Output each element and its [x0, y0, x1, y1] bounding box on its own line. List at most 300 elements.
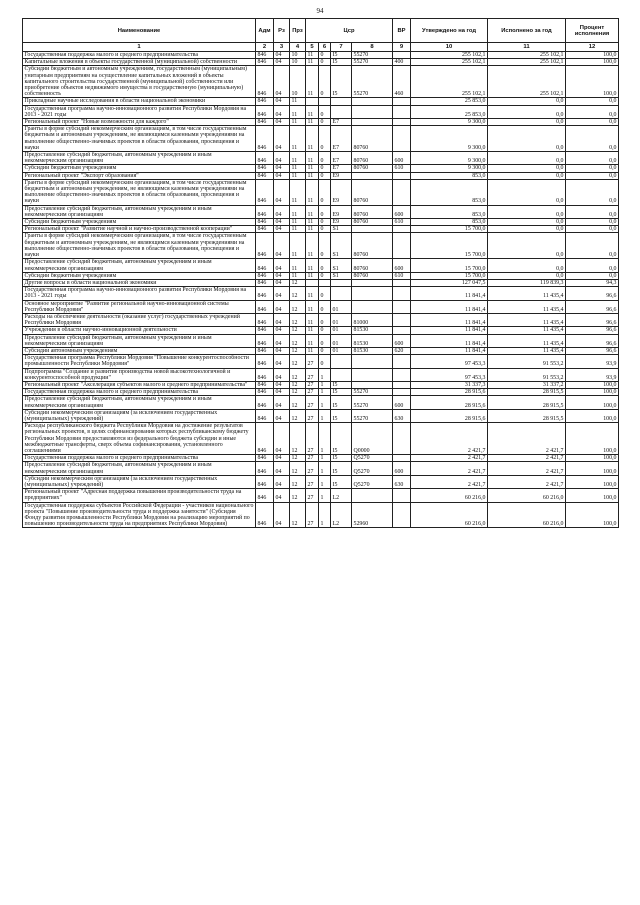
cell-csr-event: I5 [331, 381, 352, 388]
cell-csr-direction: 80760 [352, 233, 393, 259]
cell-executed: 255 102,1 [488, 66, 566, 98]
cell-executed: 11 435,4 [488, 313, 566, 326]
cell-csr-direction: 55270 [352, 396, 393, 409]
cell-name: Государственная поддержка малого и среднего предпринимательства [23, 389, 256, 396]
cell-prz: 12 [290, 327, 306, 334]
cell-csr-subprogram: 0 [319, 126, 331, 152]
cell-csr-subprogram [319, 279, 331, 286]
cell-percent: 100,0 [566, 52, 619, 59]
cell-csr-event: I5 [331, 423, 352, 455]
column-number: 5 [306, 43, 319, 52]
cell-percent: 0,0 [566, 98, 619, 105]
cell-csr-event [331, 279, 352, 286]
cell-prz: 11 [290, 219, 306, 226]
cell-prz: 12 [290, 381, 306, 388]
table-row [23, 502, 619, 528]
cell-vr [393, 279, 411, 286]
cell-adm: 846 [256, 347, 274, 354]
cell-percent: 100,0 [566, 475, 619, 488]
cell-approved: 11 841,4 [411, 327, 488, 334]
cell-csr-event: I5 [331, 59, 352, 66]
cell-csr-subprogram: 1 [319, 502, 331, 528]
cell-percent: 100,0 [566, 489, 619, 502]
cell-csr-direction: 81000 [352, 313, 393, 326]
cell-name: Гранты в форме субсидий некоммерческим организациям, в том числе государственным бюджетным и автономным учреждениям, не являющимся казенными учреждениями на выполнение общественно-значимых проектов в области образования, просвещения и науки [23, 126, 256, 152]
table-row [23, 59, 619, 66]
cell-adm: 846 [256, 98, 274, 105]
cell-percent: 0,0 [566, 165, 619, 172]
cell-rz: 04 [274, 52, 290, 59]
cell-csr-direction: 80760 [352, 219, 393, 226]
table-row [23, 355, 619, 368]
cell-adm: 846 [256, 355, 274, 368]
cell-csr-event: E9 [331, 179, 352, 205]
column-number-row [23, 43, 619, 52]
cell-rz: 04 [274, 423, 290, 455]
cell-csr-direction: 80760 [352, 259, 393, 272]
cell-csr-event: 01 [331, 347, 352, 354]
cell-prz: 12 [290, 355, 306, 368]
cell-vr [393, 287, 411, 300]
cell-rz: 04 [274, 300, 290, 313]
cell-vr: 620 [393, 347, 411, 354]
cell-csr-subprogram: 1 [319, 409, 331, 422]
cell-rz: 04 [274, 287, 290, 300]
cell-executed: 0,0 [488, 165, 566, 172]
cell-csr-event: E9 [331, 219, 352, 226]
cell-csr-event: I5 [331, 66, 352, 98]
header-prz: Прз [290, 19, 306, 43]
cell-csr-program: 11 [306, 52, 319, 59]
table-row [23, 98, 619, 105]
cell-csr-program: 11 [306, 205, 319, 218]
cell-csr-direction: 81530 [352, 327, 393, 334]
cell-adm: 846 [256, 105, 274, 118]
column-number: 10 [411, 43, 488, 52]
column-number: 1 [23, 43, 256, 52]
cell-prz: 12 [290, 279, 306, 286]
cell-executed: 0,0 [488, 172, 566, 179]
cell-vr [393, 455, 411, 462]
header-vr: ВР [393, 19, 411, 43]
cell-csr-program: 11 [306, 259, 319, 272]
cell-vr [393, 381, 411, 388]
cell-csr-program: 11 [306, 287, 319, 300]
cell-adm: 846 [256, 119, 274, 126]
cell-executed: 0,0 [488, 179, 566, 205]
cell-csr-event: 01 [331, 334, 352, 347]
table-row [23, 327, 619, 334]
cell-approved: 31 337,3 [411, 381, 488, 388]
column-number: 3 [274, 43, 290, 52]
cell-csr-program: 11 [306, 272, 319, 279]
cell-prz: 12 [290, 389, 306, 396]
cell-csr-direction: 81530 [352, 347, 393, 354]
cell-name: Расходы на обеспечение деятельности (оказание услуг) государственных учреждений Республики Мордовия [23, 313, 256, 326]
cell-rz: 04 [274, 279, 290, 286]
cell-approved: 853,0 [411, 205, 488, 218]
cell-prz: 11 [290, 119, 306, 126]
cell-adm: 846 [256, 287, 274, 300]
cell-csr-event: I5 [331, 52, 352, 59]
table-row [23, 52, 619, 59]
cell-vr: 460 [393, 66, 411, 98]
cell-rz: 04 [274, 272, 290, 279]
cell-approved: 11 841,4 [411, 287, 488, 300]
cell-csr-subprogram: 1 [319, 381, 331, 388]
cell-approved: 28 915,6 [411, 409, 488, 422]
header-rz: Рз [274, 19, 290, 43]
cell-csr-direction: 80760 [352, 272, 393, 279]
cell-approved: 28 915,6 [411, 396, 488, 409]
cell-adm: 846 [256, 219, 274, 226]
cell-percent: 96,6 [566, 327, 619, 334]
cell-vr: 600 [393, 259, 411, 272]
cell-prz: 11 [290, 105, 306, 118]
cell-csr-event: 01 [331, 313, 352, 326]
cell-executed: 0,0 [488, 233, 566, 259]
cell-percent: 96,6 [566, 334, 619, 347]
cell-csr-direction [352, 279, 393, 286]
cell-vr: 400 [393, 59, 411, 66]
cell-percent: 0,0 [566, 126, 619, 152]
cell-rz: 04 [274, 119, 290, 126]
cell-csr-program: 11 [306, 327, 319, 334]
cell-executed: 0,0 [488, 205, 566, 218]
cell-name: Основное мероприятие "Развитие региональной научно-инновационной системы Республики Мордовия" [23, 300, 256, 313]
cell-csr-event: S1 [331, 226, 352, 233]
cell-prz: 12 [290, 502, 306, 528]
cell-csr-subprogram: 1 [319, 389, 331, 396]
cell-csr-program: 27 [306, 381, 319, 388]
cell-vr [393, 172, 411, 179]
cell-csr-program: 27 [306, 389, 319, 396]
cell-csr-subprogram: 0 [319, 52, 331, 59]
cell-csr-event: I5 [331, 396, 352, 409]
cell-rz: 04 [274, 502, 290, 528]
cell-csr-program: 27 [306, 489, 319, 502]
cell-csr-subprogram: 0 [319, 219, 331, 226]
cell-approved: 2 421,7 [411, 475, 488, 488]
cell-csr-subprogram: 0 [319, 355, 331, 368]
cell-csr-event: E7 [331, 165, 352, 172]
cell-vr [393, 327, 411, 334]
cell-csr-direction [352, 368, 393, 381]
cell-name: Гранты в форме субсидий некоммерческим организациям, в том числе государственным бюджетным и автономным учреждениям, не являющимся казенными учреждениями на выполнение общественно-значимых проектов в области образования, просвещения и науки [23, 233, 256, 259]
cell-approved: 9 300,0 [411, 126, 488, 152]
cell-rz: 04 [274, 233, 290, 259]
budget-execution-table [22, 18, 619, 528]
cell-csr-subprogram: 0 [319, 165, 331, 172]
cell-csr-event: S1 [331, 233, 352, 259]
cell-executed: 60 216,0 [488, 502, 566, 528]
cell-percent: 100,0 [566, 409, 619, 422]
cell-percent: 0,0 [566, 219, 619, 226]
cell-csr-program: 11 [306, 105, 319, 118]
cell-adm: 846 [256, 475, 274, 488]
cell-rz: 04 [274, 327, 290, 334]
cell-csr-program: 27 [306, 409, 319, 422]
cell-csr-subprogram: 0 [319, 327, 331, 334]
table-row [23, 259, 619, 272]
cell-rz: 04 [274, 381, 290, 388]
cell-name: Субсидии некоммерческим организациям (за исключением государственных (муниципальных) учреждений) [23, 409, 256, 422]
cell-rz: 04 [274, 105, 290, 118]
cell-vr [393, 233, 411, 259]
cell-csr-subprogram: 1 [319, 368, 331, 381]
cell-csr-subprogram: 0 [319, 313, 331, 326]
cell-csr-program: 11 [306, 226, 319, 233]
cell-name: Гранты в форме субсидий некоммерческим организациям, в том числе государственным бюджетным и автономным учреждениям, не являющимся казенными учреждениями на выполнение общественно-значимых проектов в области образования, просвещения и науки [23, 179, 256, 205]
cell-vr [393, 179, 411, 205]
cell-name: Расходы республиканского бюджета Республики Мордовия на достижение результатов региональных проектов, в целях софинансирования которых республиканскому бюджету Республики Мордовия предоставляются из федерального бюджета субсидии и иные межбюджетные трансферты, сверх объема софинансирования, установленного соглашениями [23, 423, 256, 455]
table-row [23, 455, 619, 462]
cell-prz: 11 [290, 98, 306, 105]
cell-percent: 100,0 [566, 462, 619, 475]
cell-csr-direction: Q5270 [352, 455, 393, 462]
cell-percent: 100,0 [566, 423, 619, 455]
cell-vr: 630 [393, 409, 411, 422]
cell-adm: 846 [256, 152, 274, 165]
cell-rz: 04 [274, 172, 290, 179]
cell-vr: 600 [393, 334, 411, 347]
cell-csr-direction: 80760 [352, 165, 393, 172]
cell-prz: 12 [290, 334, 306, 347]
table-row [23, 423, 619, 455]
cell-csr-event: I5 [331, 409, 352, 422]
cell-rz: 04 [274, 259, 290, 272]
cell-prz: 11 [290, 233, 306, 259]
cell-csr-direction: 55270 [352, 66, 393, 98]
cell-adm: 846 [256, 233, 274, 259]
table-row [23, 226, 619, 233]
cell-adm: 846 [256, 205, 274, 218]
cell-rz: 04 [274, 462, 290, 475]
cell-name: Государственная поддержка малого и среднего предпринимательства [23, 455, 256, 462]
table-row [23, 126, 619, 152]
cell-rz: 04 [274, 489, 290, 502]
cell-vr: 610 [393, 165, 411, 172]
cell-csr-program: 27 [306, 502, 319, 528]
table-row [23, 368, 619, 381]
cell-csr-subprogram: 0 [319, 66, 331, 98]
cell-approved: 11 841,4 [411, 334, 488, 347]
cell-vr [393, 226, 411, 233]
table-row [23, 389, 619, 396]
cell-csr-subprogram: 0 [319, 179, 331, 205]
cell-csr-event: I5 [331, 455, 352, 462]
cell-vr [393, 489, 411, 502]
cell-percent: 0,0 [566, 119, 619, 126]
cell-csr-direction: 80760 [352, 152, 393, 165]
cell-csr-subprogram: 0 [319, 205, 331, 218]
column-number: 12 [566, 43, 619, 52]
cell-csr-subprogram: 0 [319, 300, 331, 313]
cell-csr-program: 11 [306, 313, 319, 326]
cell-approved: 25 853,0 [411, 98, 488, 105]
cell-adm: 846 [256, 165, 274, 172]
cell-percent: 100,0 [566, 396, 619, 409]
cell-csr-subprogram: 0 [319, 226, 331, 233]
cell-rz: 04 [274, 455, 290, 462]
cell-csr-program: 27 [306, 368, 319, 381]
cell-executed: 11 435,4 [488, 300, 566, 313]
cell-csr-program: 11 [306, 347, 319, 354]
header-approved: Утверждено на год [411, 19, 488, 43]
cell-approved: 11 841,4 [411, 347, 488, 354]
cell-vr [393, 300, 411, 313]
table-header [23, 19, 619, 52]
cell-executed: 255 102,1 [488, 59, 566, 66]
cell-executed: 2 421,7 [488, 423, 566, 455]
cell-executed: 28 915,5 [488, 409, 566, 422]
cell-name: Предоставление субсидий бюджетным, автономным учреждениям и иным некоммерческим организациям [23, 152, 256, 165]
cell-prz: 12 [290, 455, 306, 462]
cell-percent: 96,6 [566, 287, 619, 300]
table-row [23, 119, 619, 126]
cell-vr [393, 423, 411, 455]
cell-approved: 853,0 [411, 179, 488, 205]
cell-name: Региональный проект "Экспорт образования" [23, 172, 256, 179]
column-number: 4 [290, 43, 306, 52]
cell-csr-direction: Q0000 [352, 423, 393, 455]
cell-percent: 0,0 [566, 233, 619, 259]
cell-approved: 853,0 [411, 172, 488, 179]
cell-csr-program: 27 [306, 475, 319, 488]
cell-adm: 846 [256, 126, 274, 152]
cell-approved: 9 300,0 [411, 165, 488, 172]
cell-prz: 10 [290, 52, 306, 59]
cell-percent: 0,0 [566, 226, 619, 233]
cell-percent: 96,6 [566, 347, 619, 354]
cell-approved: 9 300,0 [411, 152, 488, 165]
cell-approved: 9 300,0 [411, 119, 488, 126]
cell-prz: 11 [290, 172, 306, 179]
cell-executed: 0,0 [488, 119, 566, 126]
cell-executed: 11 435,4 [488, 287, 566, 300]
cell-csr-direction [352, 300, 393, 313]
cell-name: Предоставление субсидий бюджетным, автономным учреждениям и иным некоммерческим организациям [23, 334, 256, 347]
cell-csr-event: 01 [331, 300, 352, 313]
cell-csr-direction [352, 172, 393, 179]
cell-adm: 846 [256, 489, 274, 502]
table-row [23, 165, 619, 172]
cell-csr-event [331, 98, 352, 105]
cell-percent: 100,0 [566, 389, 619, 396]
cell-vr [393, 368, 411, 381]
cell-prz: 11 [290, 179, 306, 205]
cell-executed: 255 102,1 [488, 52, 566, 59]
cell-adm: 846 [256, 327, 274, 334]
cell-percent: 100,0 [566, 381, 619, 388]
column-number: 2 [256, 43, 274, 52]
cell-percent: 0,0 [566, 105, 619, 118]
cell-csr-subprogram: 0 [319, 119, 331, 126]
cell-rz: 04 [274, 66, 290, 98]
table-row [23, 462, 619, 475]
cell-adm: 846 [256, 179, 274, 205]
cell-csr-event: E9 [331, 172, 352, 179]
cell-csr-direction: Q5270 [352, 475, 393, 488]
cell-vr: 600 [393, 205, 411, 218]
cell-csr-subprogram: 0 [319, 259, 331, 272]
cell-csr-direction: 81530 [352, 334, 393, 347]
table-row [23, 396, 619, 409]
cell-percent: 100,0 [566, 66, 619, 98]
cell-name: Государственная программа научно-инновационного развития Республики Мордовия на 2013 - 2021 годы [23, 105, 256, 118]
table-body [23, 52, 619, 528]
cell-rz: 04 [274, 313, 290, 326]
cell-percent: 93,9 [566, 368, 619, 381]
cell-csr-program [306, 279, 319, 286]
cell-executed: 28 915,5 [488, 389, 566, 396]
cell-rz: 04 [274, 347, 290, 354]
cell-csr-event: E9 [331, 205, 352, 218]
cell-approved: 15 700,0 [411, 233, 488, 259]
cell-vr [393, 389, 411, 396]
cell-vr: 610 [393, 219, 411, 226]
cell-rz: 04 [274, 409, 290, 422]
cell-name: Предоставление субсидий бюджетным, автономным учреждениям и иным некоммерческим организациям [23, 396, 256, 409]
cell-adm: 846 [256, 259, 274, 272]
cell-csr-direction: 80760 [352, 179, 393, 205]
table-row [23, 489, 619, 502]
cell-rz: 04 [274, 334, 290, 347]
cell-name: Предоставление субсидий бюджетным, автономным учреждениям и иным некоммерческим организациям [23, 462, 256, 475]
cell-adm: 846 [256, 502, 274, 528]
cell-approved: 11 841,4 [411, 300, 488, 313]
cell-adm: 846 [256, 226, 274, 233]
cell-csr-program: 11 [306, 300, 319, 313]
cell-rz: 04 [274, 179, 290, 205]
cell-csr-event: I5 [331, 475, 352, 488]
column-number: 6 [319, 43, 331, 52]
cell-csr-program: 27 [306, 455, 319, 462]
cell-prz: 12 [290, 489, 306, 502]
cell-executed: 2 421,7 [488, 475, 566, 488]
cell-name: Предоставление субсидий бюджетным, автономным учреждениям и иным некоммерческим организациям [23, 205, 256, 218]
cell-prz: 11 [290, 152, 306, 165]
cell-rz: 04 [274, 355, 290, 368]
cell-vr [393, 98, 411, 105]
cell-percent: 93,9 [566, 355, 619, 368]
cell-csr-subprogram: 0 [319, 334, 331, 347]
cell-csr-subprogram: 0 [319, 105, 331, 118]
cell-csr-program: 11 [306, 152, 319, 165]
cell-rz: 04 [274, 152, 290, 165]
cell-rz: 04 [274, 165, 290, 172]
cell-executed: 2 421,7 [488, 455, 566, 462]
cell-rz: 04 [274, 59, 290, 66]
cell-percent: 100,0 [566, 502, 619, 528]
cell-csr-subprogram: 0 [319, 347, 331, 354]
cell-csr-event [331, 368, 352, 381]
cell-approved: 127 047,5 [411, 279, 488, 286]
cell-name: Субсидии некоммерческим организациям (за исключением государственных (муниципальных) учреждений) [23, 475, 256, 488]
cell-csr-program: 11 [306, 179, 319, 205]
cell-csr-subprogram: 0 [319, 272, 331, 279]
cell-prz: 11 [290, 226, 306, 233]
cell-csr-direction: 55270 [352, 389, 393, 396]
cell-name: Субсидии бюджетным учреждениям [23, 219, 256, 226]
cell-csr-direction: 55270 [352, 59, 393, 66]
cell-rz: 04 [274, 98, 290, 105]
cell-adm: 846 [256, 389, 274, 396]
table-row [23, 272, 619, 279]
cell-percent: 0,0 [566, 172, 619, 179]
cell-rz: 04 [274, 205, 290, 218]
cell-csr-event: 01 [331, 327, 352, 334]
